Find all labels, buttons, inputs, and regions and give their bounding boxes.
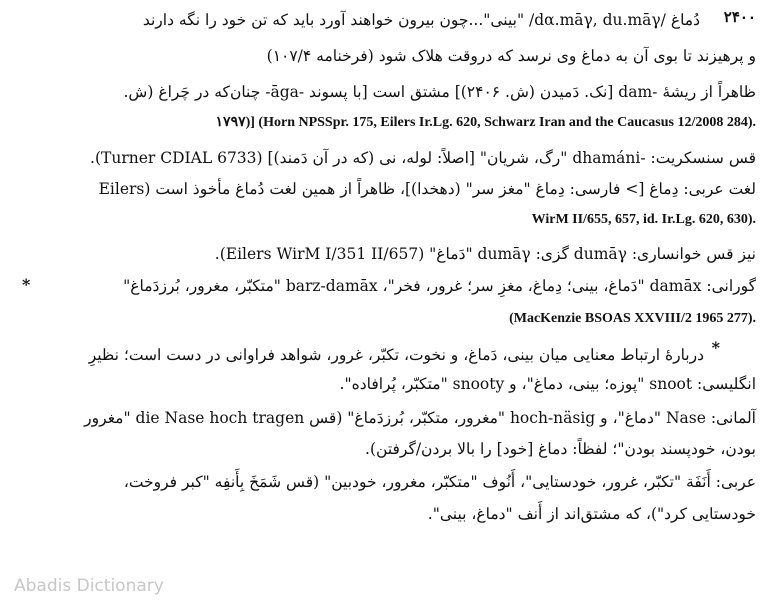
entry-line-10: (MacKenzie BSOAS XXVIII/2 1965 277).	[509, 311, 756, 326]
entry-line-6: لغت عربی: دِماغ [> فارسی: دِماغ "مغز سر" (دهخدا)]، ظاهراً از همین لغت دُماغ مأخوذ است (Eilers	[98, 180, 756, 198]
entry-line-7: WirM II/655, 657, id. Ir.Lg. 620, 630).	[531, 212, 756, 227]
entry-line-2: و پرهیزند تا بوی آن به دماغ وی نرسد که دروقت هلاک شود (فرخنامه ۱۰۷/۴)	[266, 47, 756, 65]
watermark: Abadis Dictionary	[14, 576, 164, 596]
footnote-mark: *	[711, 338, 720, 357]
footnote-line-2: انگلیسی: snoot "پوزه؛ بینی، دماغ"، و snooty "متکبّر، پُرافاده".	[339, 375, 756, 393]
entry-line-5: قس سنسکریت: -dhamáni "رگ، شریان" [اصلاً: لوله، نی (که در آن دَمند)] (Turner CDIAL 6733).	[90, 149, 756, 167]
entry-line-3: ظاهراً از ریشهٔ -dam [نک. دَمیدن (ش. ۲۴۰۶)] مشتق است [با پسوند -āga- چنان‌که در چَراغ (ش.	[123, 83, 756, 101]
entry-line-1: دُماغ /dα.māγ, du.māγ/ "بینی"...چون بیرون خواهند آورد باید که تن خود را نگه دارند	[142, 11, 700, 29]
footnote-mark-top: *	[22, 275, 31, 294]
footnote-line-4: بودن، خودپسند بودن"؛ لفظاً: دماغ [خود] را بالا بردن/گرفتن).	[365, 440, 756, 458]
entry-line-4: ۱۷۹۷)] (Horn NPSSpr. 175, Eilers Ir.Lg. 620, Schwarz Iran and the Caucasus 12/2008 284).	[215, 115, 756, 130]
entry-line-8: نیز قس خوانساری: dumāγ گزی: dumāγ "دَماغ" (Eilers WirM I/351 II/657).	[214, 245, 756, 263]
entry-line-9: گورانی: damāx "دَماغ، بینی؛ دِماغ، مغزِ سر؛ غرور، فخر"، barz-damāx "متکبّر، مغرور، بُرزدَماغ"	[123, 277, 756, 295]
footnote-line-5: عربی: أَنَفَة "تکبّر، غرور، خودستایی"، أَنُوف "متکبّر، مغرور، خودبین" (قس شَمَخَ بِأَنفِه "کبر فروخت،	[123, 473, 756, 491]
footnote-line-1: دربارهٔ ارتباط معنایی میان بینی، دَماغ، و نخوت، تکبّر، غرور، شواهد فراوانی در دست است؛ نظیرِ	[88, 346, 704, 364]
footnote-line-3: آلمانی: Nase "دماغ"، و hoch-näsig "مغرور، متکبّر، بُرزدَماغ" (قس die Nase hoch tragen "مغرور	[84, 409, 756, 427]
page-number: ۲۴۰۰	[723, 8, 756, 26]
footnote-line-6: خودستایی کرد")، که مشتق‌اند از أَنف "دماغ، بینی".	[427, 505, 756, 523]
